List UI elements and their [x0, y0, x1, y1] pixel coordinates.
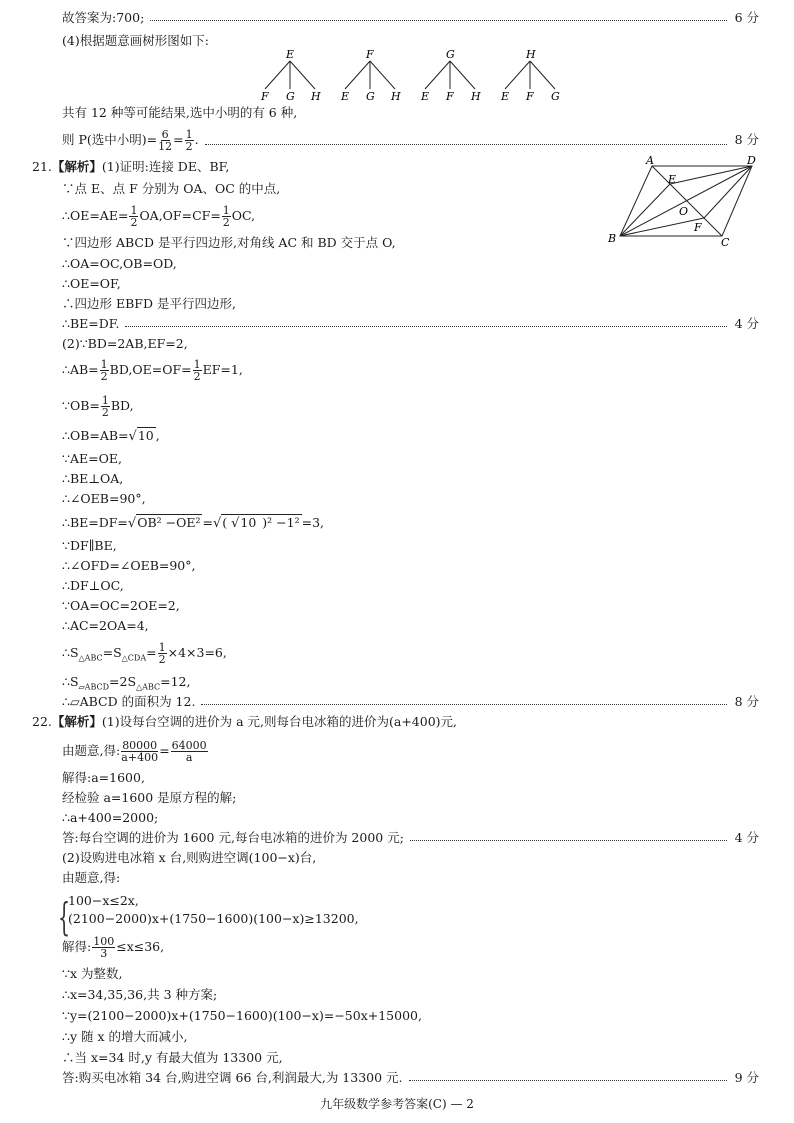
q21-line: ∵OA=OC=2OE=2, [62, 598, 180, 613]
text: , [155, 428, 160, 443]
q22-line [62, 738, 209, 764]
sqrt-symbol: √ [127, 516, 137, 531]
tree-branch [265, 61, 290, 89]
text: ∵OB= [62, 398, 100, 413]
text: ∴▱ABCD 的面积为 12. [62, 694, 196, 709]
q22-line [62, 828, 759, 848]
subscript: △ABC [78, 653, 103, 663]
q21-line [62, 394, 134, 418]
text: = [146, 645, 157, 660]
tree-leaf-H: H [471, 90, 481, 103]
q21-line: ∴∠OEB=90°, [62, 491, 146, 506]
text: OC, [231, 208, 256, 223]
fraction-6-12 [158, 129, 172, 152]
page-footer: 九年级数学参考答案(C) — 2 [320, 1097, 474, 1111]
q22-part1-intro: (1)设每台空调的进价为 a 元,则每台电冰箱的进价为(a+400)元, [101, 714, 457, 729]
q21-line [62, 692, 759, 712]
tree-branch [450, 61, 475, 89]
text: )² −1² [258, 515, 300, 530]
tree-branch [345, 61, 370, 89]
text: =2S [109, 674, 137, 689]
sqrt-symbol: √ [231, 516, 240, 531]
subscript: △CDA [121, 653, 147, 663]
frac-den: 12 [158, 140, 173, 153]
probability-text: 则 P(选中小明)= $\frac{6}{12}$ = $\frac{1}{2}$ . [62, 128, 199, 153]
text: = [202, 515, 213, 530]
tree-root-G: G [446, 48, 455, 61]
tree-leaf-E: E [341, 90, 350, 103]
q21-line: (2)∵BD=2AB,EF=2, [62, 336, 188, 351]
fraction-1-2 [185, 129, 194, 152]
inequality-1: 100−x≤2x, [68, 893, 139, 908]
score: 4 分 [734, 830, 759, 845]
answer-text: 故答案为:700; [62, 10, 145, 25]
sqrt-symbol: √ [212, 516, 222, 531]
text: ≤x≤36, [116, 939, 165, 954]
parallelogram-figure [600, 152, 770, 252]
tree-leaf-G: G [286, 90, 295, 103]
tree-intro: (4)根据题意画树形图如下: [62, 33, 209, 48]
tree-leaf-F: F [261, 90, 269, 103]
sqrt-radicand: OB² −OE² [137, 515, 201, 530]
score: 6 分 [734, 10, 759, 25]
frac-den: 2 [101, 406, 109, 419]
text: BD, [110, 398, 134, 413]
q21-line: ∴OE=OF, [62, 276, 121, 291]
q21-line: ∴OA=OC,OB=OD, [62, 256, 177, 271]
label-D: D [747, 154, 756, 167]
text: 答:每台空调的进价为 1600 元,每台电冰箱的进价为 2000 元; [62, 830, 404, 845]
text: =12, [160, 674, 191, 689]
analysis-tag: 【解析】 [51, 159, 102, 174]
tree-branch [370, 61, 395, 89]
frac-num: 1 [158, 641, 166, 654]
text: ∴BE=DF. [62, 316, 120, 331]
q22-line [62, 934, 164, 960]
q21-line: ∵DF∥BE, [62, 538, 117, 553]
fraction [92, 936, 115, 959]
text: ∴OB=AB= [62, 428, 129, 443]
frac-den: a [185, 751, 193, 764]
q21-part1-intro: (1)证明:连接 DE、BF, [101, 159, 230, 174]
q22-line: 经检验 a=1600 是原方程的解; [62, 790, 237, 805]
q21-line: ∴四边形 EBFD 是平行四边形, [62, 296, 236, 311]
system-brace: { [58, 895, 71, 939]
q21-header [32, 157, 229, 177]
fraction-half [100, 359, 109, 382]
text: ∴S [62, 674, 79, 689]
text: 由题意,得: [62, 743, 121, 758]
q21-line [62, 204, 255, 228]
label-E: E [668, 173, 677, 186]
subscript: △ABC [136, 682, 161, 692]
fraction-half [101, 395, 110, 418]
leader-dots [125, 325, 727, 327]
text: ×4×3=6, [167, 645, 227, 660]
q21-line [62, 672, 190, 692]
score: 8 分 [734, 694, 759, 709]
frac-den: 2 [130, 216, 138, 229]
text: OA,OF=CF= [139, 208, 221, 223]
q22-line: ∴y 随 x 的增大而减小, [62, 1029, 188, 1044]
probability-line [62, 128, 759, 152]
text: ∴BE=DF= [62, 515, 128, 530]
text: 解得: [62, 939, 92, 954]
leader-dots [409, 1079, 727, 1081]
text: EF=1, [202, 362, 243, 377]
q22-line: 解得:a=1600, [62, 770, 145, 785]
q21-line: ∴∠OFD=∠OEB=90°, [62, 558, 196, 573]
q22-line [62, 1068, 759, 1088]
q22-line: ∴当 x=34 时,y 有最大值为 13300 元, [62, 1050, 283, 1065]
score: 4 分 [734, 316, 759, 331]
prob-label: 则 P(选中小明)= [62, 132, 158, 147]
q21-line: ∵点 E、点 F 分别为 OA、OC 的中点, [62, 181, 281, 196]
q21-line [62, 513, 324, 533]
tree-leaf-E: E [421, 90, 430, 103]
sqrt-radicand: 10 [240, 515, 257, 530]
tree-diagram [250, 48, 570, 106]
sqrt-radicand [221, 514, 301, 530]
question-number: 21. [32, 159, 52, 174]
label-O: O [679, 205, 689, 218]
fraction [171, 740, 208, 763]
q22-header [32, 712, 457, 732]
fraction-half [222, 205, 231, 228]
leader-dots [205, 143, 727, 145]
frac-num: 6 [161, 128, 169, 141]
frac-den: 2 [185, 140, 193, 153]
frac-den: 2 [193, 370, 201, 383]
q21-line [62, 358, 243, 382]
inequality-2: (2100−2000)x+(1750−1600)(100−x)≥13200, [68, 911, 359, 926]
fraction-half [129, 205, 138, 228]
text: ∴OE=AE= [62, 208, 129, 223]
q21-line: ∴AC=2OA=4, [62, 618, 149, 633]
tree-leaf-G: G [551, 90, 560, 103]
tree-leaf-E: E [501, 90, 510, 103]
frac-num: 100 [93, 935, 115, 948]
tree-leaf-H: H [391, 90, 401, 103]
text: ∴AB= [62, 362, 99, 377]
q22-line: ∴x=34,35,36,共 3 种方案; [62, 987, 218, 1002]
text: 答:购买电冰箱 34 台,购进空调 66 台,利润最大,为 13300 元. [62, 1070, 403, 1085]
q22-line: 由题意,得: [62, 870, 121, 885]
frac-num: 1 [101, 394, 109, 407]
frac-num: 1 [193, 358, 201, 371]
frac-num: 64000 [171, 739, 207, 752]
frac-num: 1 [185, 128, 193, 141]
text: ∴S [62, 645, 79, 660]
q22-line: ∵x 为整数, [62, 966, 123, 981]
tree-leaf-F: F [526, 90, 534, 103]
q21-line: ∵四边形 ABCD 是平行四边形,对角线 AC 和 BD 交于点 O, [62, 235, 396, 250]
q22-line: ∴a+400=2000; [62, 810, 159, 825]
q21-line [62, 314, 759, 334]
frac-den: a+400 [121, 751, 159, 764]
score: 9 分 [734, 1070, 759, 1085]
leader-dots [410, 839, 727, 841]
text: ( [222, 515, 232, 530]
fraction [121, 740, 158, 763]
text: =3, [301, 515, 325, 530]
tree-leaf-G: G [366, 90, 375, 103]
label-F: F [694, 221, 702, 234]
sqrt-radicand: 10 [137, 428, 154, 443]
tree-branch [290, 61, 315, 89]
label-C: C [721, 236, 730, 249]
q21-line [62, 641, 227, 665]
frac-num: 1 [130, 204, 138, 217]
label-B: B [608, 232, 617, 245]
text: = [159, 743, 170, 758]
q22-line: ∵y=(2100−2000)x+(1750−1600)(100−x)=−50x+15000, [62, 1008, 422, 1023]
tree-branch [425, 61, 450, 89]
frac-den: 3 [100, 947, 108, 960]
fraction-half [193, 359, 202, 382]
frac-den: 2 [158, 653, 166, 666]
outcome-count: 共有 12 种等可能结果,选中小明的有 6 种, [62, 105, 298, 120]
q22-line: (2)设购进电冰箱 x 台,则购进空调(100−x)台, [62, 850, 317, 865]
tree-root-E: E [286, 48, 295, 61]
q21-line: ∴DF⊥OC, [62, 578, 124, 593]
subscript: ▱ABCD [78, 682, 110, 692]
leader-dots [201, 703, 727, 705]
q21-line [62, 426, 160, 446]
text: =S [102, 645, 122, 660]
fraction-half [158, 642, 167, 665]
question-number: 22. [32, 714, 52, 729]
tree-branch [505, 61, 530, 89]
text: BD,OE=OF= [109, 362, 192, 377]
analysis-tag: 【解析】 [51, 714, 102, 729]
tree-branch [530, 61, 555, 89]
tree-root-F: F [366, 48, 374, 61]
q21-line: ∵AE=OE, [62, 451, 122, 466]
sqrt-symbol: √ [128, 429, 137, 444]
label-A: A [646, 154, 654, 167]
leader-dots [150, 19, 727, 21]
tree-leaf-F: F [446, 90, 454, 103]
q21-line: ∴BE⊥OA, [62, 471, 124, 486]
tree-leaf-H: H [311, 90, 321, 103]
frac-num: 1 [100, 358, 108, 371]
tree-root-H: H [526, 48, 536, 61]
frac-num: 1 [222, 204, 230, 217]
answer-700-line [62, 8, 759, 28]
frac-den: 2 [100, 370, 108, 383]
score: 8 分 [734, 132, 759, 147]
frac-num: 80000 [122, 739, 158, 752]
frac-den: 2 [222, 216, 230, 229]
